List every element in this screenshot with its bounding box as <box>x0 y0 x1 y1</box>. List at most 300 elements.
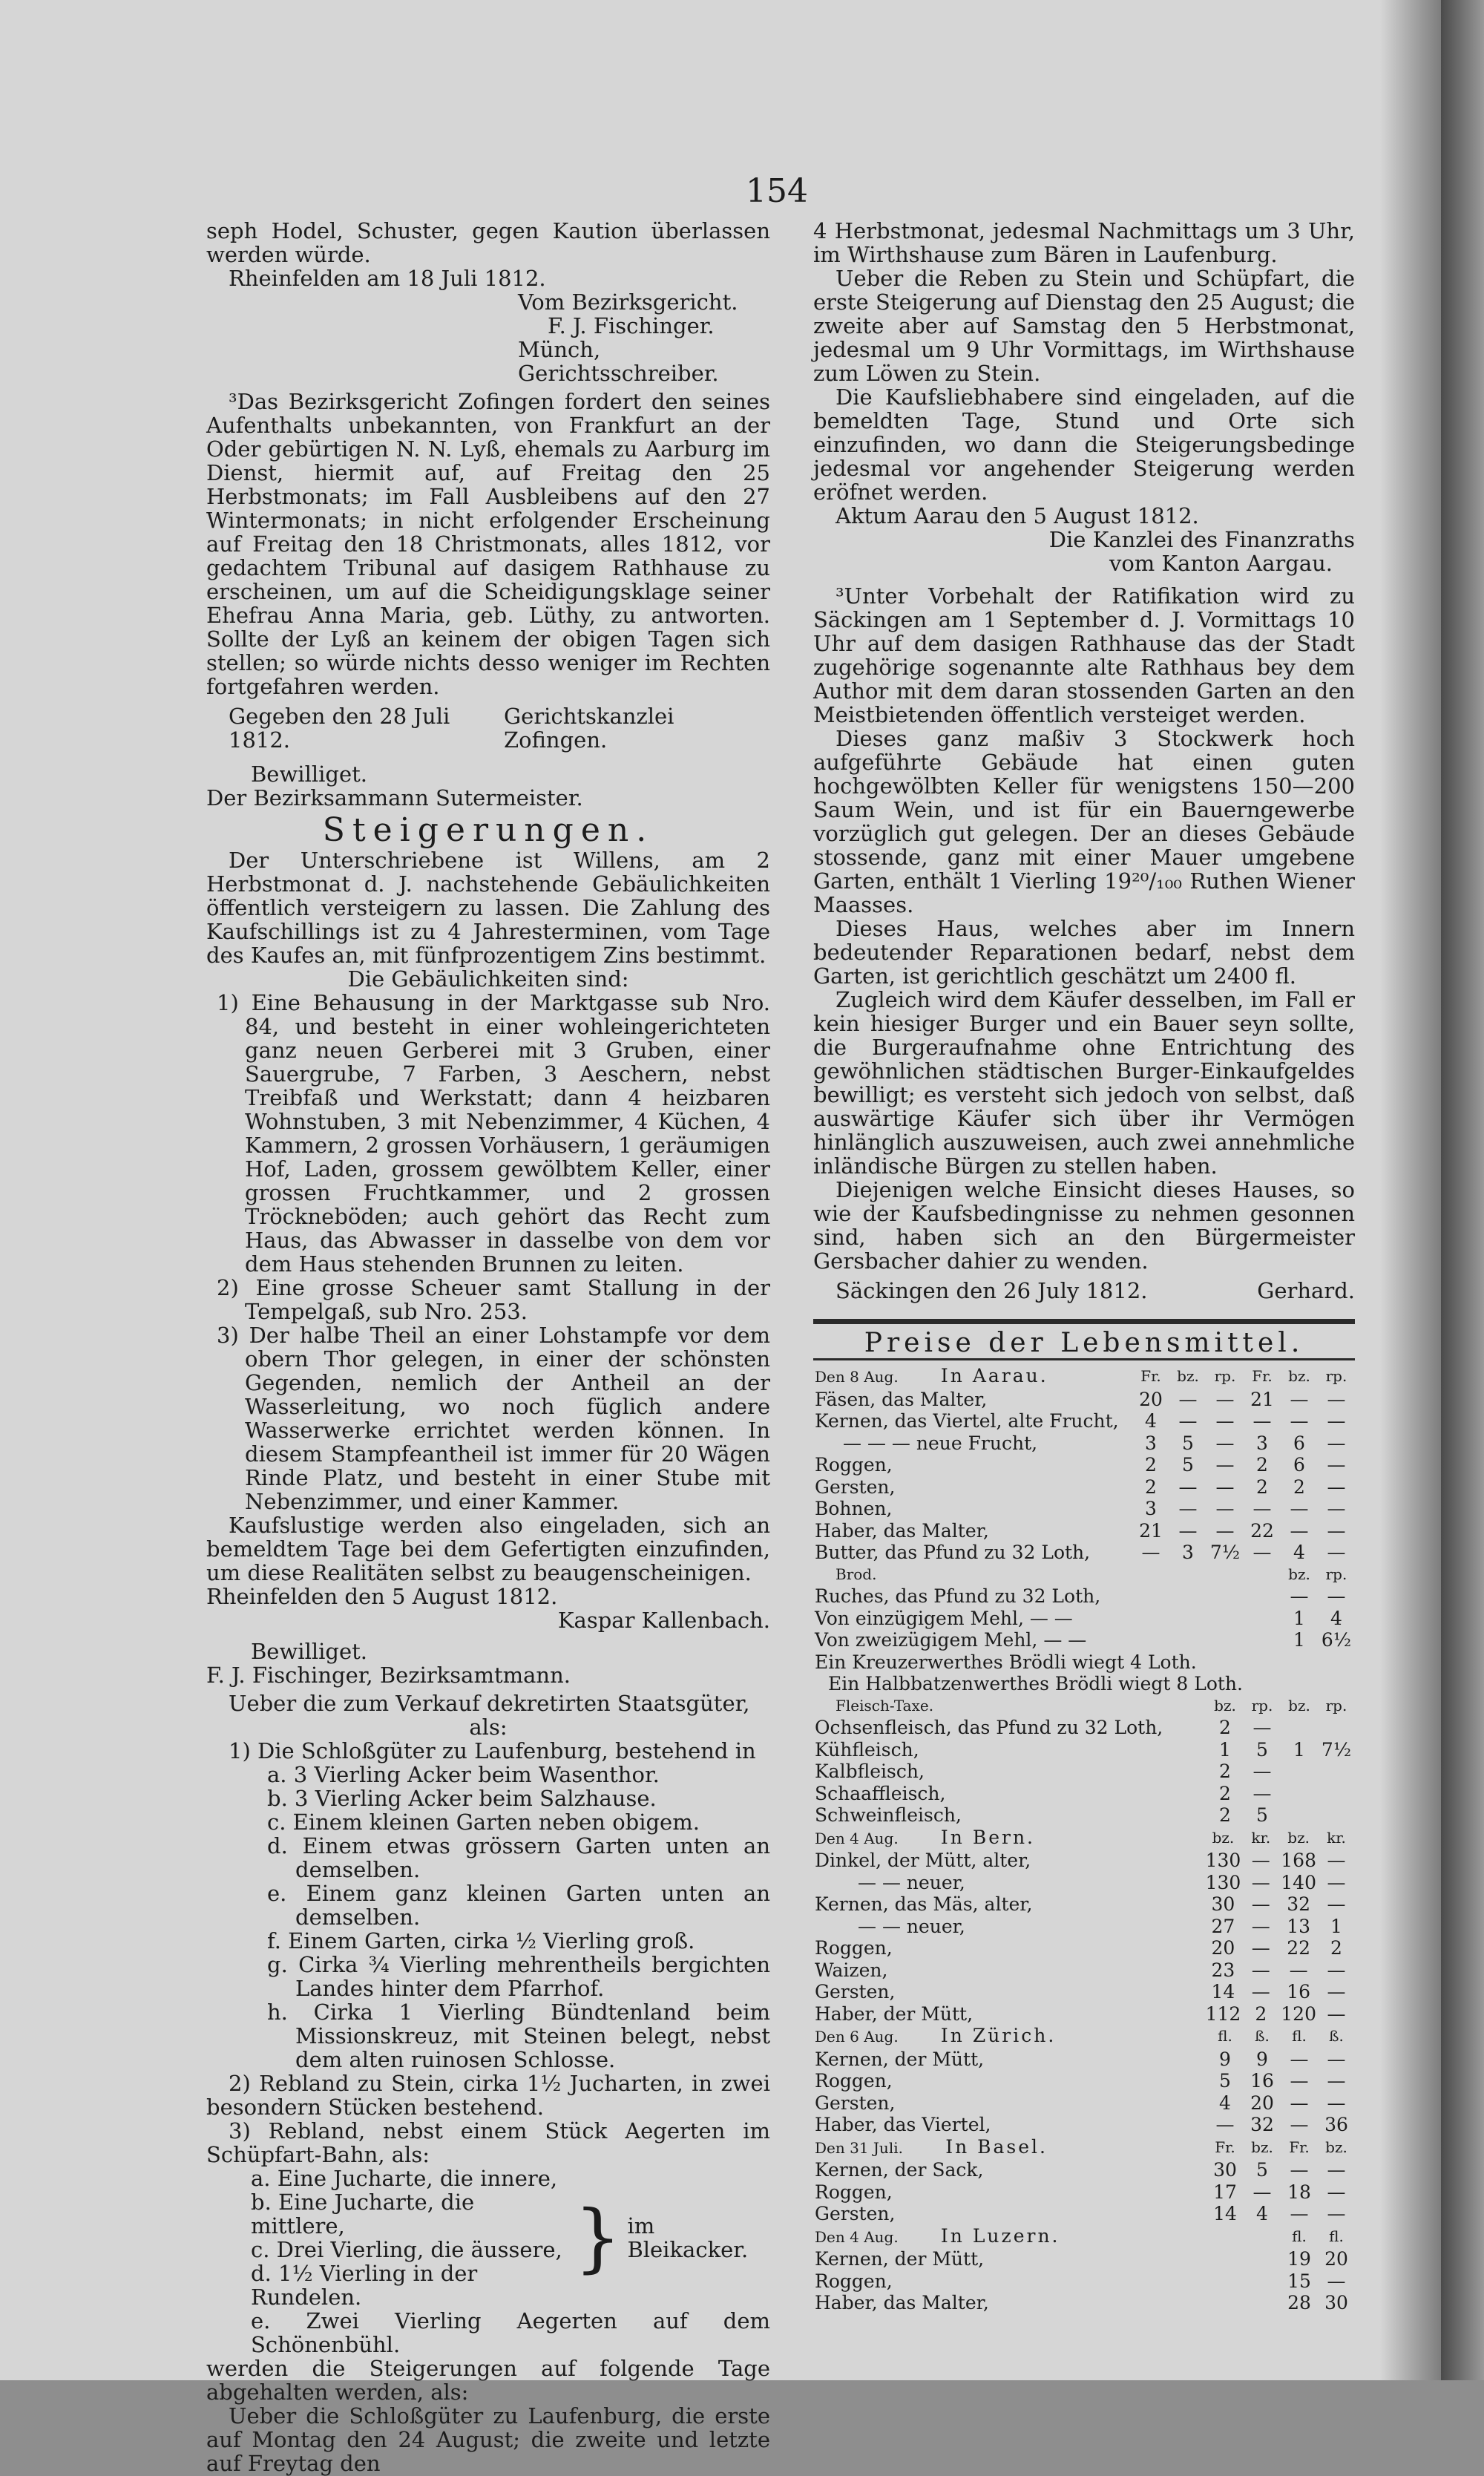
table-cell: 2 <box>1219 1761 1231 1782</box>
table-cell: — <box>1290 1519 1309 1542</box>
table-cell: 20 <box>1324 2248 1348 2270</box>
table-cell: 22 <box>1250 1519 1274 1542</box>
notice-4-subitem: c. Einem kleinen Garten neben obigem. <box>267 1809 700 1835</box>
table-cell: 5 <box>1256 2159 1268 2181</box>
notice-4-continuation: 4 Herbstmonat, jedesmal Nachmittags um 3 Uhr, im Wirthshause zum Bären in Laufenburg. <box>813 218 1355 267</box>
table-cell: 2 <box>1219 1717 1231 1738</box>
table-cell: 2 <box>1145 1454 1157 1476</box>
col-header: Fr. <box>1215 2138 1235 2156</box>
col-header: fl. <box>1329 2227 1344 2245</box>
col-header: rp. <box>1325 1565 1347 1583</box>
table-cell: — <box>1215 1476 1235 1498</box>
table-cell: 21 <box>1250 1388 1274 1410</box>
table-row <box>813 1850 1355 1872</box>
table-cell: 2 <box>1330 1937 1342 1959</box>
table-cell <box>1281 1717 1318 1739</box>
table-row <box>813 2048 1355 2071</box>
table-cell: — <box>1289 1959 1308 1981</box>
table-cell: — <box>1327 1893 1346 1915</box>
notice-3-closing: Kaufslustige werden also eingeladen, sich an bemeldtem Tage bei dem Gefertigten einzufinden, um diese Realitäten selbst zu beaugenscheinigen. <box>206 1513 770 1585</box>
notice-4-invite: Die Kaufsliebhabere sind eingeladen, auf die bemeldten Tage, Stund und Orte sich einzufinden, wo dann die Steigerungsbedinge jedesmal vor angehender Steigerung werden eröfnet werden. <box>813 384 1355 505</box>
table-cell: 18 <box>1287 2181 1311 2203</box>
table-cell: 7½ <box>1321 1738 1352 1761</box>
notice-3-item: 1) Eine Behausung in der Marktgasse sub Nro. 84, und besteht in einer wohleingerichteten ganz neuen Gerberei mit 3 Gruben, einer Sauergrube, 7 Farben, 3 Aeschern, nebst Treibfaß und Werkstatt; dann 4 heizbaren Wohnstuben, 3 mit Nebenzimmer, 4 Küchen, 4 Kammern, 2 grossen Vorhäusern, 1 geräumigen Hof, Laden, grossem gewölbtem Keller, einer grossen Fruchtkammer, und 2 grossen Tröckneböden; auch gehört das Recht zum Haus, das Abwasser in dasselbe von dem vor dem Haus stehenden Brunnen zu leiten. <box>217 990 770 1277</box>
table-cell: 7½ <box>1209 1542 1241 1563</box>
table-cell <box>1318 1717 1355 1739</box>
col-header: ß. <box>1329 2027 1344 2045</box>
notice-2-text: ³Das Bezirksgericht Zofingen fordert den seines Aufenthalts unbekannten, von Frankfurt an der Oder gebürtigen N. N. Lyß, ehemals zu Aarburg im Dienst, hiermit auf, auf Freitag den 25 Herbstmonats; im Fall Ausbleibens auf den 27 Wintermonats; in nicht erfolgender Erscheinung auf Freitag den 18 Christmonats, alles 1812, vor gedachtem Tribunal auf dasigem Rathhause zu erscheinen, um auf die Scheidigungsklage seiner Ehefrau Anna Maria, geb. Lüthy, zu antworten. Sollte der Lyß an keinem der obigen Tagen sich stellen; so würde nichts desso weniger im Rechten fortgefahren werden. <box>206 389 770 699</box>
table-row <box>813 1432 1355 1455</box>
table-row <box>813 1498 1355 1520</box>
table-cell: 2 <box>1293 1476 1305 1498</box>
table-row <box>813 2070 1355 2092</box>
col-header: fl. <box>1292 2027 1307 2045</box>
col-header: bz. <box>1177 1367 1199 1385</box>
table-row <box>813 1959 1355 1982</box>
table-cell: — <box>1327 1871 1346 1893</box>
table-cell <box>813 1365 1132 1389</box>
table-cell <box>813 1827 1204 1850</box>
table-cell: — <box>1290 1498 1309 1519</box>
table-row <box>813 1608 1355 1630</box>
table-row <box>813 1783 1355 1805</box>
notice-4-subitem: b. 3 Vierling Acker beim Salzhause. <box>267 1786 657 1811</box>
col-header: bz. <box>1212 1828 1235 1847</box>
notice-4-subitem: g. Cirka ¾ Vierling mehrentheils bergichten Landes hinter dem Pfarrhof. <box>267 1952 770 2001</box>
table-cell: — <box>1215 2114 1235 2135</box>
table-cell: — — neuer, <box>858 1915 965 1937</box>
table-cell: — <box>1215 1454 1235 1476</box>
notice-2-date: Gegeben den 28 Juli 1812. <box>229 704 450 753</box>
section-heading: Steigerungen. <box>322 811 654 849</box>
table-row <box>813 1454 1355 1476</box>
notice-4-subitem: a. 3 Vierling Acker beim Wasenthor. <box>267 1762 660 1787</box>
table-cell: 5 <box>1182 1454 1194 1476</box>
prices-title: Preise der Lebensmittel. <box>864 1328 1304 1358</box>
table-cell: 140 <box>1281 1871 1316 1893</box>
table-cell: 20 <box>1211 1937 1235 1959</box>
table-cell: 5 <box>1219 2070 1231 2092</box>
fleisch-price-table <box>813 1695 1355 1827</box>
table-cell: Roggen, <box>815 2070 893 2092</box>
bleikacker-label: im Bleikacker. <box>627 2213 749 2262</box>
table-cell: 20 <box>1139 1388 1163 1410</box>
table-row <box>813 1651 1355 1674</box>
table-cell: 14 <box>1211 1981 1235 2002</box>
table-cell: 3 <box>1256 1432 1268 1454</box>
col-header: bz. <box>1287 1828 1310 1847</box>
table-cell: 9 <box>1256 2048 1268 2070</box>
table-cell <box>1281 1804 1318 1827</box>
curly-brace: } <box>574 2194 622 2281</box>
table-cell: — <box>1215 1498 1235 1519</box>
col-header: ß. <box>1255 2027 1270 2045</box>
table-cell: — <box>1252 1498 1272 1519</box>
table-cell: 3 <box>1145 1498 1157 1519</box>
notice-5-date: Säckingen den 26 July 1812. <box>835 1278 1148 1303</box>
table-cell: — <box>1215 1519 1235 1542</box>
table-cell: Waizen, <box>815 1959 888 1981</box>
notice-4-subitem: h. Cirka 1 Vierling Bündtenland beim Missionskreuz, mit Steinen belegt, nebst dem alten ruinosen Schlosse. <box>267 2000 770 2072</box>
table-row <box>813 1585 1355 1608</box>
table-row <box>813 2292 1355 2314</box>
table-cell: — <box>1252 1410 1272 1432</box>
notice-4-sign: Die Kanzlei des Finanzraths <box>1048 527 1355 552</box>
table-cell: 16 <box>1287 1981 1311 2002</box>
notice-2-approver: Der Bezirksammann Sutermeister. <box>206 785 583 810</box>
table-cell: — <box>1251 1981 1270 2002</box>
aarau-price-table <box>813 1365 1355 1564</box>
table-cell: — <box>1178 1388 1198 1410</box>
table-cell: 2 <box>1145 1476 1157 1498</box>
table-cell: 32 <box>1287 1893 1311 1915</box>
table-cell: 4 <box>1256 2203 1268 2224</box>
col-header: rp. <box>1325 1367 1347 1385</box>
table-cell: Roggen, <box>815 1454 893 1476</box>
table-cell: 3 <box>1182 1542 1194 1563</box>
col-header: fl. <box>1292 2227 1307 2245</box>
col-header: rp. <box>1251 1696 1273 1714</box>
notice-4-stein: Ueber die Reben zu Stein und Schüpfart, die erste Steigerung auf Dienstag den 25 August; die zweite aber auf Samstag den 5 Herbstmonat, jedesmal um 9 Uhr Vormittags, im Wirthshause zum Löwen zu Stein. <box>813 266 1355 386</box>
table-cell: 20 <box>1250 2092 1274 2114</box>
luzern-price-table <box>813 2225 1355 2314</box>
col-header: Fr. <box>1140 1367 1161 1385</box>
bleikacker-list <box>206 2166 568 2309</box>
table-row <box>813 1916 1355 1938</box>
table-cell: Kernen, das Viertel, alte Frucht, <box>815 1410 1119 1432</box>
table-cell: 1 <box>1293 1607 1305 1629</box>
table-cell: 1 <box>1219 1738 1231 1761</box>
table-row <box>813 1717 1355 1739</box>
notice-4-subitem: f. Einem Garten, cirka ½ Vierling groß. <box>267 1928 695 1953</box>
table-cell: 5 <box>1256 1804 1268 1826</box>
notice-4-subitem: d. Einem etwas grössern Garten unten an demselben. <box>267 1833 770 1882</box>
table-cell: — <box>1290 1585 1309 1607</box>
aarau-date: Den 8 Aug. <box>815 1368 899 1386</box>
table-cell: — <box>1215 1432 1235 1454</box>
notice-3-intro: Der Unterschriebene ist Willens, am 2 Herbstmonat d. J. nachstehende Gebäulichkeiten öffentlich versteigern zu lassen. Die Zahlung des Kaufschillings ist zu 4 Jahresterminen, vom Tage des Kaufes an, mit fünfprozentigem Zins bestimmt. <box>206 848 770 968</box>
table-cell: 168 <box>1281 1850 1316 1871</box>
table-cell: Dinkel, der Mütt, alter, <box>815 1850 1031 1871</box>
table-cell: Butter, das Pfund zu 32 Loth, <box>815 1542 1091 1563</box>
bleikacker-item: c. Drei Vierling, die äussere, <box>251 2237 562 2262</box>
notice-4-subitem: e. Einem ganz kleinen Garten unten an demselben. <box>267 1881 770 1930</box>
zurich-place: In Zürich. <box>940 2025 1057 2046</box>
col-header: bz. <box>1288 1367 1310 1385</box>
table-cell: 4 <box>1293 1542 1305 1563</box>
table-cell: 22 <box>1287 1937 1311 1959</box>
table-cell: 2 <box>1256 1476 1268 1498</box>
table-row <box>813 2159 1355 2181</box>
table-cell: 3 <box>1145 1432 1157 1454</box>
table-row <box>813 1739 1355 1761</box>
table-cell: — <box>1290 1388 1309 1410</box>
table-cell: Ruches, das Pfund zu 32 Loth, <box>815 1585 1101 1607</box>
table-row <box>813 2203 1355 2225</box>
bleikacker-item: d. 1½ Vierling in der Rundelen. <box>251 2261 478 2310</box>
table-row <box>813 1629 1355 1651</box>
table-cell: — — neuer, <box>858 1871 965 1893</box>
table-cell: 36 <box>1324 2114 1348 2135</box>
table-cell: Kalbfleisch, <box>815 1761 925 1782</box>
table-row <box>813 1981 1355 2003</box>
zurich-date: Den 6 Aug. <box>815 2028 899 2046</box>
table-cell: — <box>1290 2159 1309 2181</box>
table-cell: — <box>1252 1782 1272 1804</box>
notice-4-after: werden die Steigerungen auf folgende Tage abgehalten werden, als: <box>206 2356 770 2405</box>
table-cell: 28 <box>1287 2292 1311 2313</box>
table-cell: — <box>1141 1542 1160 1563</box>
table-cell: 6½ <box>1321 1629 1352 1651</box>
col-header: rp. <box>1214 1367 1236 1385</box>
table-cell: — <box>1327 2002 1346 2025</box>
table-cell: — <box>1290 2203 1309 2224</box>
table-cell: — <box>1327 1519 1346 1542</box>
table-cell: 130 <box>1205 1850 1241 1871</box>
brod-title: Brod. <box>835 1565 877 1583</box>
table-cell: — <box>1251 1871 1270 1893</box>
col-header: bz. <box>1251 2138 1273 2156</box>
table-row <box>813 1410 1355 1432</box>
table-cell: — <box>1327 1981 1346 2002</box>
table-cell: 4 <box>1219 2092 1231 2114</box>
table-cell: Kernen, der Mütt, <box>815 2048 985 2070</box>
notice-3-approver: F. J. Fischinger, Bezirksamtmann. <box>206 1663 571 1688</box>
table-cell: Roggen, <box>815 2270 893 2292</box>
table-cell: 2 <box>1219 1782 1231 1804</box>
bleikacker-item: b. Eine Jucharte, die mittlere, <box>251 2190 475 2238</box>
brod-price-table <box>813 1564 1355 1695</box>
table-cell: Kernen, der Mütt, <box>815 2248 985 2270</box>
zurich-price-table <box>813 2025 1355 2136</box>
table-cell <box>813 2136 1206 2160</box>
table-cell: 2 <box>1219 1804 1231 1826</box>
table-cell: — <box>1290 2092 1309 2114</box>
table-cell: — <box>1327 1498 1346 1519</box>
col-header: Fr. <box>1252 1367 1273 1385</box>
notice-3-date: Rheinfelden den 5 August 1812. <box>206 1584 558 1609</box>
table-cell: 14 <box>1213 2203 1237 2224</box>
table-cell: — <box>1251 1959 1270 1981</box>
brod-note: Ein Kreuzerwerthes Brödli wiegt 4 Loth. <box>815 1651 1197 1673</box>
notice-5-text: Zugleich wird dem Käufer desselben, im Fall er kein hiesiger Burger und ein Bauer seyn sollte, die Burgeraufnahme ohne Entrichtung des gewöhnlichen städtischen Burger-Einkaufgeldes bewilligt; es versteht sich jedoch von selbst, daß auswärtige Käufer sich über ihr Vermögen hinlänglich auszuweisen, auch zwei annehmliche inländische Bürgen zu stellen haben. <box>813 987 1355 1179</box>
table-cell: 5 <box>1182 1432 1194 1454</box>
col-header: fl. <box>1218 2027 1232 2045</box>
page-edge <box>1441 0 1484 2380</box>
table-cell: — <box>1327 1959 1346 1981</box>
table-cell: 30 <box>1324 2292 1348 2313</box>
table-cell: 16 <box>1250 2070 1274 2092</box>
table-cell: — <box>1327 2159 1346 2181</box>
table-row <box>813 2114 1355 2136</box>
notice-5-text: ³Unter Vorbehalt der Ratifikation wird zu Säckingen am 1 September d. J. Vormittags 10 Uhr auf dem dasigen Rathhause das der Stadt zugehörige sogenannte alte Rathhaus bey dem Author mit dem daran stossenden Garten an den Meistbietenden öffentlich versteiget werden. <box>813 583 1355 727</box>
table-cell: — <box>1327 1476 1346 1498</box>
table-cell: — <box>1327 2203 1346 2224</box>
table-cell: Von zweizügigem Mehl, — — <box>815 1629 1087 1651</box>
table-row <box>813 1893 1355 1916</box>
col-header: bz. <box>1325 2138 1347 2156</box>
table-cell: 17 <box>1213 2181 1237 2203</box>
table-cell: — <box>1290 2070 1309 2092</box>
col-header: bz. <box>1288 1696 1310 1714</box>
table-row <box>813 1761 1355 1783</box>
table-cell: — <box>1290 2114 1309 2135</box>
table-cell: Gersten, <box>815 1476 896 1498</box>
table-cell: — <box>1251 1893 1270 1915</box>
table-cell: — <box>1251 1915 1270 1937</box>
table-cell: Gersten, <box>815 2092 896 2114</box>
notice-4-sign: vom Kanton Aargau. <box>1109 551 1333 576</box>
table-cell: Kernen, der Sack, <box>815 2159 984 2181</box>
table-row <box>813 1673 1355 1695</box>
table-cell: — <box>1178 1498 1198 1519</box>
table-row <box>813 1542 1355 1564</box>
table-cell: Haber, das Viertel, <box>815 2114 991 2135</box>
table-cell: Gersten, <box>815 2203 896 2224</box>
table-cell <box>1281 1783 1318 1805</box>
table-row <box>813 2270 1355 2293</box>
luzern-place: In Luzern. <box>940 2224 1060 2247</box>
basel-date: Den 31 Juli. <box>815 2138 903 2157</box>
table-cell: Ochsenfleisch, das Pfund zu 32 Loth, <box>815 1717 1163 1738</box>
table-cell: — <box>1327 2181 1346 2203</box>
table-cell: 4 <box>1330 1607 1342 1629</box>
table-cell: Haber, das Malter, <box>815 2292 989 2313</box>
bern-price-table <box>813 1827 1355 2025</box>
table-row <box>813 2092 1355 2115</box>
notice-1-date: Rheinfelden am 18 Juli 1812. <box>229 266 546 291</box>
col-header: kr. <box>1327 1828 1346 1847</box>
table-cell: Schweinfleisch, <box>815 1804 962 1826</box>
luzern-date: Den 4 Aug. <box>815 2227 899 2246</box>
table-cell: 30 <box>1213 2159 1237 2181</box>
table-cell: — <box>1327 2270 1346 2292</box>
notice-5-text: Diejenigen welche Einsicht dieses Hauses, so wie der Kaufsbedingnisse zu nehmen gesonnen sind, haben sich an den Bürgermeister Gersbacher dahier zu wenden. <box>813 1177 1355 1274</box>
table-cell: — <box>1178 1476 1198 1498</box>
table-cell <box>813 2225 1281 2249</box>
notice-5-footer <box>813 1279 1355 1303</box>
notice-4-subitem: e. Zwei Vierling Aegerten auf dem Schönenbühl. <box>251 2308 770 2357</box>
aarau-place: In Aarau. <box>940 1365 1048 1386</box>
bleikacker-item: a. Eine Jucharte, die innere, <box>251 2166 558 2191</box>
table-cell: — <box>1327 1388 1346 1410</box>
table-cell: — <box>1252 2181 1272 2203</box>
table-cell: — <box>1251 1850 1270 1871</box>
bleikacker-group <box>206 2166 770 2309</box>
notice-5-text: Dieses Haus, welches aber im Innern bedeutender Reparationen bedarf, nebst dem Garten, ist gerichtlich geschätzt um 2400 fl. <box>813 916 1355 989</box>
notice-3-list-title: Die Gebäulichkeiten sind: <box>347 966 629 992</box>
notice-4-date: Aktum Aarau den 5 August 1812. <box>835 503 1199 528</box>
table-cell: Bohnen, <box>815 1498 893 1519</box>
table-cell <box>1318 1783 1355 1805</box>
table-row <box>813 2003 1355 2025</box>
table-cell: Von einzügigem Mehl, — — <box>815 1607 1073 1629</box>
table-cell: 2 <box>1256 1454 1268 1476</box>
table-cell: — <box>1327 1432 1346 1454</box>
table-cell: 23 <box>1211 1959 1235 1981</box>
table-cell: Gersten, <box>815 1981 896 2002</box>
table-cell: 112 <box>1205 2002 1241 2025</box>
table-cell: Roggen, <box>815 1937 893 1959</box>
table-cell: — — — neue Frucht, <box>843 1432 1038 1454</box>
col-header: kr. <box>1251 1828 1271 1847</box>
notice-5-text: Dieses ganz maßiv 3 Stockwerk hoch aufgeführte Gebäude hat einen guten hochgewölbten Keller für wenigstens 150—200 Saum Wein, und ist für ein Bauerngewerbe vorzüglich gut gelegen. Der an dieses Gebäude stossende, ganz mit einer Mauer umgebene Garten, enthält 1 Vierling 19²⁰/₁₀₀ Ruthen Wiener Maasses. <box>813 726 1355 917</box>
fleisch-title: Fleisch-Taxe. <box>835 1696 934 1714</box>
table-row <box>813 2248 1355 2270</box>
notice-2-footer <box>206 704 770 752</box>
table-cell: 1 <box>1330 1915 1342 1937</box>
notice-4-item: 2) Rebland zu Stein, cirka 1½ Jucharten, in zwei besondern Stücken bestehend. <box>206 2071 770 2120</box>
table-cell: — <box>1327 2070 1346 2092</box>
table-cell: — <box>1252 1717 1272 1738</box>
table-cell: 21 <box>1139 1519 1163 1542</box>
table-cell: — <box>1178 1410 1198 1432</box>
notice-4-item: 1) Die Schloßgüter zu Laufenburg, bestehend in <box>229 1738 756 1763</box>
notice-3-sign: Kaspar Kallenbach. <box>557 1608 770 1633</box>
table-cell: — <box>1178 1519 1198 1542</box>
section-rule <box>813 1319 1355 1324</box>
table-cell: 120 <box>1281 2002 1316 2025</box>
table-cell: 19 <box>1287 2248 1311 2270</box>
table-cell: — <box>1251 1937 1270 1959</box>
notice-4-intro: Ueber die zum Verkauf dekretirten Staatsgüter, <box>229 1691 750 1716</box>
table-row <box>813 1476 1355 1499</box>
col-header: bz. <box>1214 1696 1236 1714</box>
notice-5-sign: Gerhard. <box>1257 1278 1355 1303</box>
table-row <box>813 1937 1355 1959</box>
notice-3-item: 3) Der halbe Theil an einer Lohstampfe vor dem obern Thor gelegen, in einer der schönsten Gegenden, nemlich der Antheil an der Wasserleitung, wo noch füglich andere Wasserwerke errichtet werden können. In diesem Stampfeantheil ist immer für 20 Wägen Rinde Platz, und besteht in einer Stube mit Nebenzimmer, und einer Kammer. <box>217 1323 770 1514</box>
basel-price-table <box>813 2136 1355 2225</box>
table-cell: 27 <box>1211 1915 1235 1937</box>
notice-1-signatory: Münch, Gerichtsschreiber. <box>518 337 719 386</box>
table-cell: 13 <box>1287 1915 1311 1937</box>
table-cell: 30 <box>1211 1893 1235 1915</box>
table-cell: Haber, das Malter, <box>815 1519 989 1542</box>
right-column <box>813 219 1355 2314</box>
notice-2-sign: Gerichtskanzlei Zofingen. <box>503 704 674 753</box>
table-cell: — <box>1290 1410 1309 1432</box>
table-cell: 6 <box>1293 1432 1305 1454</box>
col-header: Fr. <box>1289 2138 1310 2156</box>
page-spine-shadow <box>1380 0 1441 2380</box>
notice-1-signatory: Vom Bezirksgericht. <box>518 289 738 315</box>
table-row <box>813 1872 1355 1894</box>
table-cell: 6 <box>1293 1454 1305 1476</box>
notice-2-approved: Bewilliget. <box>251 762 367 787</box>
bern-date: Den 4 Aug. <box>815 1829 899 1847</box>
bern-place: In Bern. <box>940 1826 1035 1848</box>
notice-1-text: seph Hodel, Schuster, gegen Kaution überlassen werden würde. <box>206 218 770 267</box>
basel-place: In Basel. <box>945 2135 1048 2158</box>
prices-rule <box>813 1358 1355 1360</box>
table-cell: — <box>1252 1761 1272 1782</box>
table-cell: 1 <box>1293 1629 1305 1651</box>
table-cell <box>1318 1804 1355 1827</box>
table-cell: — <box>1327 2092 1346 2114</box>
table-cell: 130 <box>1205 1871 1241 1893</box>
table-cell: 4 <box>1145 1410 1157 1432</box>
brod-note: Ein Halbbatzenwerthes Brödli wiegt 8 Loth. <box>828 1673 1243 1694</box>
table-cell: Schaaffleisch, <box>815 1782 946 1804</box>
notice-3-item: 2) Eine grosse Scheuer samt Stallung in der Tempelgaß, sub Nro. 253. <box>217 1275 770 1324</box>
table-cell: 9 <box>1219 2048 1231 2070</box>
notice-1-signatory: F. J. Fischinger. <box>548 313 715 338</box>
table-cell: — <box>1327 1410 1346 1432</box>
table-cell: — <box>1290 2048 1309 2070</box>
table-row <box>813 1520 1355 1542</box>
table-cell: 1 <box>1293 1738 1305 1761</box>
table-cell: — <box>1327 1850 1346 1871</box>
